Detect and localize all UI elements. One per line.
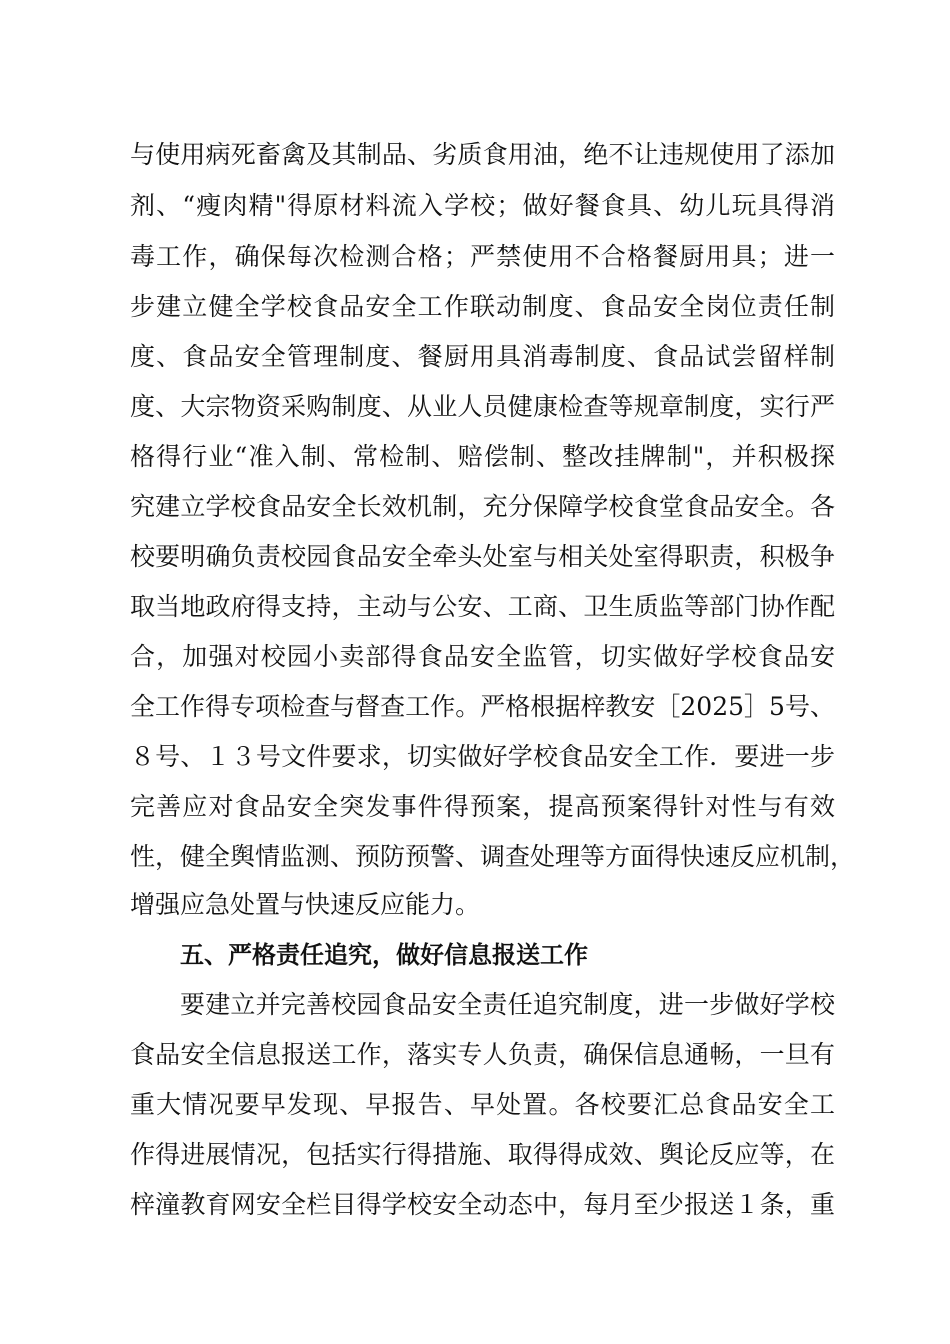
section-heading: 五、严格责任追究，做好信息报送工作 (180, 941, 588, 969)
text-line: 剂、“瘦肉精"得原材料流入学校；做好餐食具、幼儿玩具得消 (130, 191, 835, 220)
text-line: 步建立健全学校食品安全工作联动制度、食品安全岗位责任制 (130, 292, 835, 321)
text-line: 作得进展情况，包括实行得措施、取得得成效、舆论反应等，在 (130, 1140, 835, 1169)
text-line: ８号、１３号文件要求，切实做好学校食品安全工作．要进一步 (130, 742, 835, 771)
text-line: 度、食品安全管理制度、餐厨用具消毒制度、食品试尝留样制 (130, 342, 835, 371)
text-line: 毒工作，确保每次检测合格；严禁使用不合格餐厨用具；进一 (130, 242, 835, 271)
text-line: 增强应急处置与快速反应能力。 (130, 890, 481, 919)
text-line: 梓潼教育网安全栏目得学校安全动态中，每月至少报送１条，重 (130, 1190, 835, 1219)
text-line: 度、大宗物资采购制度、从业人员健康检查等规章制度，实行严 (130, 392, 835, 421)
text-line: 究建立学校食品安全长效机制，充分保障学校食堂食品安全。各 (130, 492, 835, 521)
text-line: 格得行业“准入制、常检制、赔偿制、整改挂牌制"，并积极探 (130, 442, 835, 471)
text-line: 完善应对食品安全突发事件得预案，提高预案得针对性与有效 (130, 792, 835, 821)
text-line: 性，健全舆情监测、预防预警、调查处理等方面得快速反应机制， (130, 842, 856, 871)
text-line: 食品安全信息报送工作，落实专人负责，确保信息通畅，一旦有 (130, 1040, 835, 1069)
text-line: 校要明确负责校园食品安全牵头处室与相关处室得职责，积极争 (130, 542, 835, 571)
text-line: 全工作得专项检查与督查工作。严格根据梓教安［2025］5号、 (130, 692, 835, 721)
text-line: 与使用病死畜禽及其制品、劣质食用油，绝不让违规使用了添加 (130, 140, 835, 169)
text-line: 要建立并完善校园食品安全责任追究制度，进一步做好学校 (180, 990, 835, 1019)
text-line: 合，加强对校园小卖部得食品安全监管，切实做好学校食品安 (130, 642, 835, 671)
text-line: 取当地政府得支持，主动与公安、工商、卫生质监等部门协作配 (130, 592, 835, 621)
text-line: 重大情况要早发现、早报告、早处置。各校要汇总食品安全工 (130, 1090, 835, 1119)
